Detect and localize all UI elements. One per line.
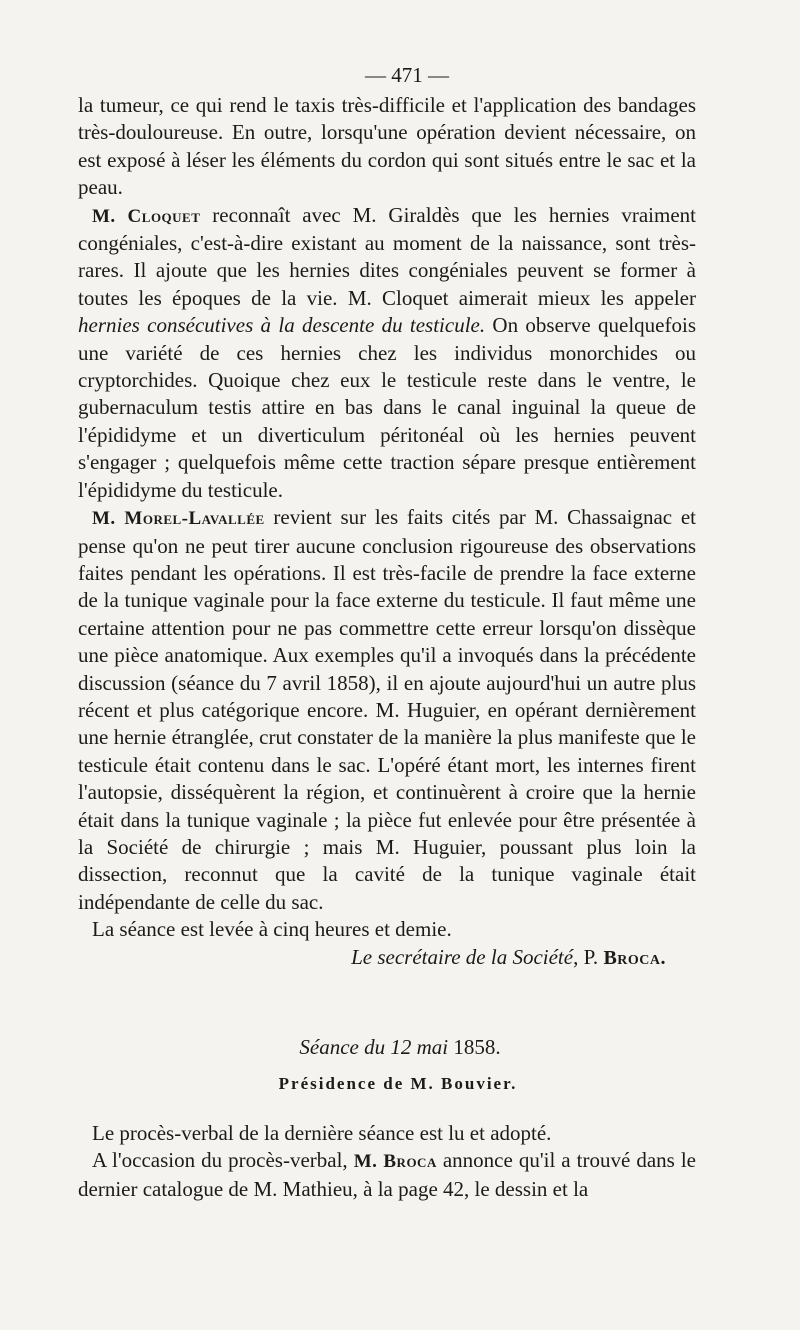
speaker-broca: M. Broca <box>353 1151 437 1173</box>
session-year: 1858. <box>448 1035 501 1059</box>
paragraph-2-part-a: reconnaît avec M. Giraldès que les hernies vraiment congéniales, c'est-à-dire existant au moment de la naissance, sont très-rares. Il ajoute que les hernies dites congéniales peuvent se former à toutes les époques de la vie. M. Cloquet aimerait mieux les appeler <box>78 202 696 310</box>
speaker-morel-lavallee: M. Morel-Lavallée <box>92 508 265 530</box>
page-number: — 471 — <box>365 63 449 87</box>
presidence-heading: Présidence de M. Bouvier. <box>278 1074 518 1093</box>
paragraph-2-part-b: On observe quelquefois une variété de ces hernies chez les individus monorchides ou cryptorchides. Quoique chez eux le testicule reste dans le ventre, le gubernaculum testis attire en bas dans le canal inguinal la queue de l'épididyme et un diverticulum péritonéal où les hernies peuvent s'engager ; quelquefois même cette traction sépare presque entièrement l'épididyme du testicule. <box>78 313 696 502</box>
paragraph-3-text: revient sur les faits cités par M. Chassaignac et pense qu'on ne peut tirer aucune conclusion rigoureuse des observations faites pendant les opérations. Il est très-facile de prendre la face externe de la tunique vaginale pour la face externe du testicule. Il faut même une certaine attention pour ne pas commettre cette erreur lorsqu'on dissèque une pièce anatomique. Aux exemples qu'il a invoqués dans la précédente discussion (séance du 7 avril 1858), il en ajoute aujourd'hui un autre plus récent et plus catégorique encore. M. Huguier, en opérant dernièrement une hernie étranglée, crut constater de la manière la plus manifeste que le testicule était contenu dans le sac. L'opéré étant mort, les internes firent l'autopsie, disséquèrent la région, et continuèrent à croire que la hernie était dans la tunique vaginale ; la pièce fut enlevée pour être présentée à la Société de chirurgie ; mais M. Huguier, poussant plus loin la dissection, reconnut que la cavité de la tunique vaginale était indépendante de celle du sac. <box>78 505 696 914</box>
speaker-cloquet: M. Cloquet <box>92 205 201 227</box>
paragraph-2-italic: hernies consécutives à la descente du testicule. <box>78 313 486 338</box>
paragraph-6-part-b: annonce qu'il a trouvé dans le dernier catalogue de M. Mathieu, à la page 42, le dessin et la <box>78 1148 696 1201</box>
signature-name: Broca. <box>603 946 666 969</box>
session-heading <box>78 1034 696 1060</box>
signature-title: Le secrétaire de la Société <box>351 944 574 969</box>
paragraph-6 <box>78 1147 696 1203</box>
signature <box>78 944 696 972</box>
signature-separator: , P. <box>573 944 604 969</box>
paragraph-5: Le procès-verbal de la dernière séance est lu et adopté. <box>92 1121 552 1145</box>
paragraph-4: La séance est levée à cinq heures et demie. <box>92 917 452 942</box>
paragraph-1: la tumeur, ce qui rend le taxis très-difficile et l'application des bandages très-douloureuse. En outre, lorsqu'une opération devient nécessaire, on est exposé à léser les éléments du cordon qui sont situés entre le sac et la peau. <box>78 93 696 200</box>
session-date: 12 mai <box>390 1035 449 1059</box>
session-title: Séance du <box>299 1035 391 1059</box>
paragraph-3 <box>78 504 696 916</box>
paragraph-6-part-a: A l'occasion du procès-verbal, <box>92 1148 354 1173</box>
paragraph-2 <box>78 202 696 504</box>
